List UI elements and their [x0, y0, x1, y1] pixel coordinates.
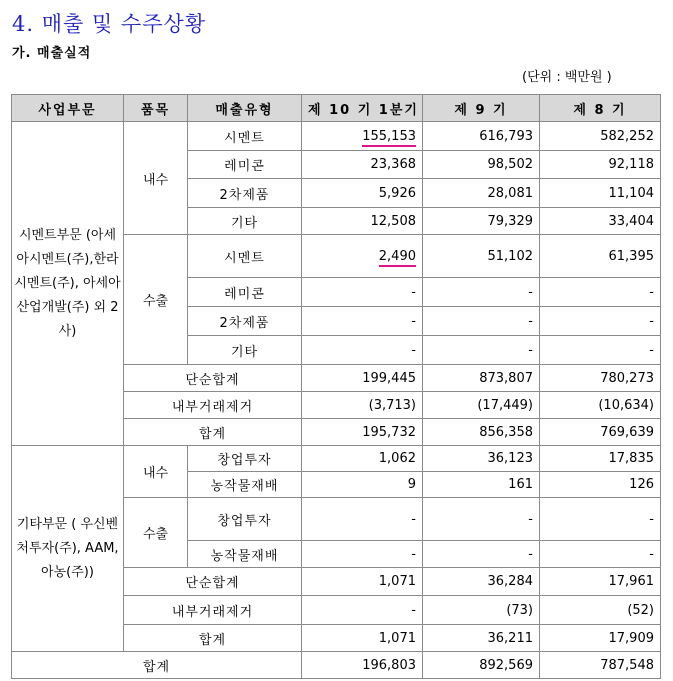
value-9: -	[423, 336, 540, 365]
value-8: -	[540, 336, 661, 365]
internal-elimination-label: 내부거래제거	[124, 596, 302, 625]
header-period-9: 제 9 기	[423, 95, 540, 122]
header-row	[12, 95, 661, 122]
sales-type: 농작물재배	[188, 541, 302, 568]
subsection-title: 가. 매출실적	[12, 46, 92, 61]
value-8: 17,909	[540, 625, 661, 652]
grand-total-row	[12, 652, 661, 679]
sales-type: 시멘트	[188, 235, 302, 278]
highlighted-value: 2,490	[379, 249, 416, 267]
internal-elimination-label: 내부거래제거	[124, 392, 302, 419]
segment-cement: 시멘트부문 (아세아시멘트(주),한라시멘트(주), 아세아산업개발(주) 외 2사)	[12, 122, 124, 446]
value-9: 161	[423, 472, 540, 498]
table-row	[12, 122, 661, 151]
sales-type: 레미콘	[188, 151, 302, 179]
value-9: 28,081	[423, 179, 540, 208]
value-8: 92,118	[540, 151, 661, 179]
value-9: 36,123	[423, 446, 540, 472]
value-10q1: 5,926	[302, 179, 423, 208]
value-10q1: 23,368	[302, 151, 423, 179]
value-8: 33,404	[540, 208, 661, 235]
value-9: -	[423, 278, 540, 307]
value-8: 769,639	[540, 419, 661, 446]
value-10q1: -	[302, 307, 423, 336]
value-10q1: -	[302, 278, 423, 307]
value-9: 36,211	[423, 625, 540, 652]
value-10q1: -	[302, 336, 423, 365]
value-10q1: 12,508	[302, 208, 423, 235]
value-8: -	[540, 498, 661, 541]
item-domestic: 내수	[124, 122, 188, 235]
value-8: (10,634)	[540, 392, 661, 419]
sales-type: 2차제품	[188, 179, 302, 208]
sales-type: 창업투자	[188, 446, 302, 472]
value-8: -	[540, 541, 661, 568]
value-10q1: 195,732	[302, 419, 423, 446]
value-10q1: 9	[302, 472, 423, 498]
value-8: 126	[540, 472, 661, 498]
value-10q1: -	[302, 498, 423, 541]
highlighted-value: 155,153	[362, 129, 416, 147]
value-9: 856,358	[423, 419, 540, 446]
header-period-8: 제 8 기	[540, 95, 661, 122]
value-8: 780,273	[540, 365, 661, 392]
grand-total-label: 합계	[12, 652, 302, 679]
value-8: 61,395	[540, 235, 661, 278]
value-8: (52)	[540, 596, 661, 625]
sales-type: 2차제품	[188, 307, 302, 336]
sales-table	[11, 94, 661, 679]
value-9: 873,807	[423, 365, 540, 392]
value-9: -	[423, 541, 540, 568]
value-10q1	[302, 122, 423, 151]
subtotal-label: 단순합계	[124, 365, 302, 392]
header-segment: 사업부문	[12, 95, 124, 122]
value-9: 36,284	[423, 568, 540, 596]
value-9: 98,502	[423, 151, 540, 179]
sales-type: 창업투자	[188, 498, 302, 541]
subtotal-label: 단순합계	[124, 568, 302, 596]
item-export: 수출	[124, 235, 188, 365]
value-9: (17,449)	[423, 392, 540, 419]
value-10q1: -	[302, 596, 423, 625]
value-10q1: (3,713)	[302, 392, 423, 419]
table-row	[12, 446, 661, 472]
sales-type: 농작물재배	[188, 472, 302, 498]
item-export: 수출	[124, 498, 188, 568]
value-10q1: 1,071	[302, 625, 423, 652]
value-9: (73)	[423, 596, 540, 625]
value-10q1: 1,062	[302, 446, 423, 472]
value-9: -	[423, 307, 540, 336]
sales-type: 시멘트	[188, 122, 302, 151]
value-8: -	[540, 307, 661, 336]
sales-type: 기타	[188, 336, 302, 365]
value-10q1: 199,445	[302, 365, 423, 392]
total-label: 합계	[124, 625, 302, 652]
segment-other: 기타부문 ( 우신벤처투자(주), AAM, 아농(주))	[12, 446, 124, 652]
value-10q1: 1,071	[302, 568, 423, 596]
value-8: -	[540, 278, 661, 307]
header-period-10q1: 제 10 기 1분기	[302, 95, 423, 122]
value-9: 616,793	[423, 122, 540, 151]
total-label: 합계	[124, 419, 302, 446]
sales-type: 기타	[188, 208, 302, 235]
header-sales-type: 매출유형	[188, 95, 302, 122]
sales-type: 레미콘	[188, 278, 302, 307]
value-10q1: -	[302, 541, 423, 568]
header-item: 품목	[124, 95, 188, 122]
value-9: 79,329	[423, 208, 540, 235]
value-8: 11,104	[540, 179, 661, 208]
value-10q1	[302, 235, 423, 278]
unit-note: (단위 : 백만원 )	[522, 70, 612, 85]
value-10q1: 196,803	[302, 652, 423, 679]
value-8: 17,835	[540, 446, 661, 472]
item-domestic: 내수	[124, 446, 188, 498]
value-9: -	[423, 498, 540, 541]
value-9: 51,102	[423, 235, 540, 278]
value-8: 787,548	[540, 652, 661, 679]
value-8: 582,252	[540, 122, 661, 151]
value-8: 17,961	[540, 568, 661, 596]
section-title: 4. 매출 및 수주상황	[12, 12, 207, 36]
value-9: 892,569	[423, 652, 540, 679]
